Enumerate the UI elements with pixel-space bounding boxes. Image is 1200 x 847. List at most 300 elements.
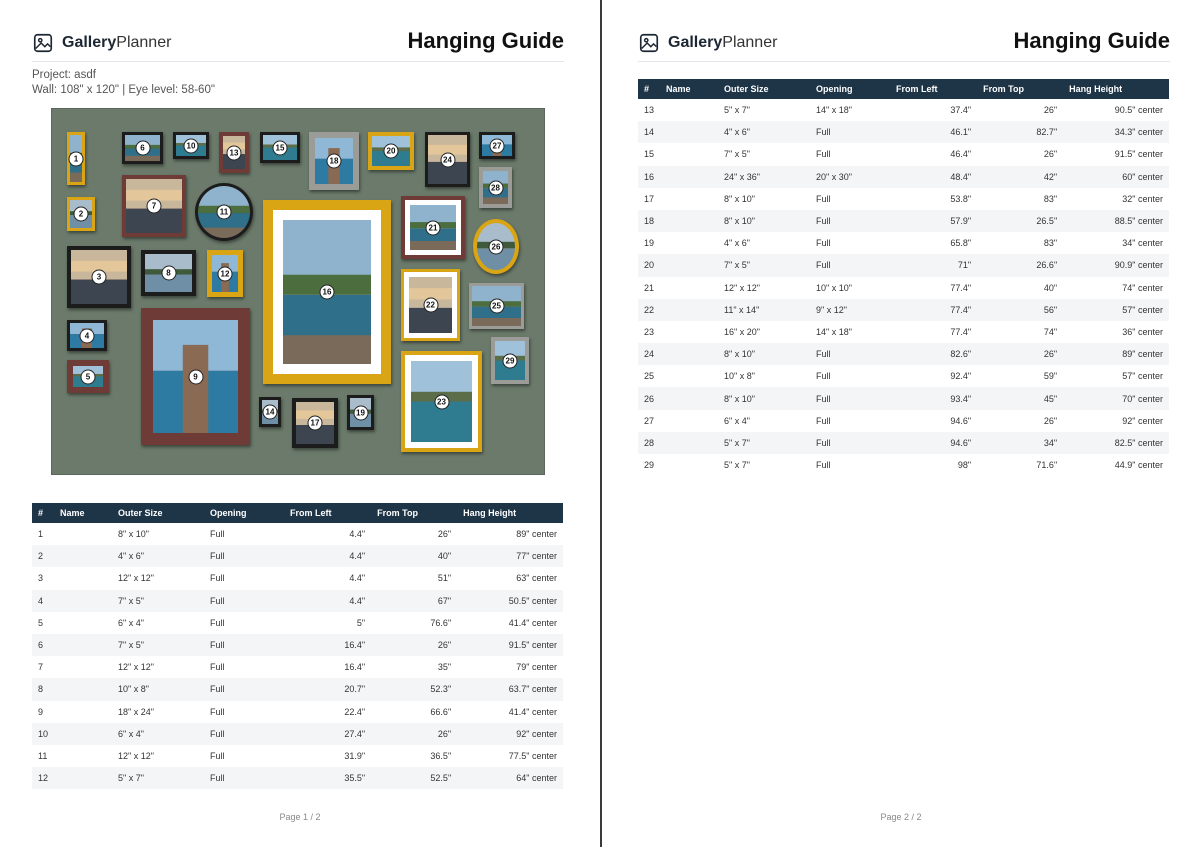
cell-name <box>54 590 112 612</box>
frame-number-badge: 4 <box>80 328 95 343</box>
cell-name <box>54 634 112 656</box>
cell-outer-size: 5" x 7" <box>718 432 810 454</box>
cell-hang-height: 36" center <box>1122 326 1163 337</box>
cell-opening: Full <box>810 343 890 365</box>
frame-number-badge: 28 <box>488 180 503 195</box>
brand-name-normal: Planner <box>116 34 172 51</box>
wall-dimensions: Wall: 108" x 120" | Eye level: 58-60" <box>32 84 215 96</box>
table-row <box>638 432 1169 454</box>
wall-frame <box>207 250 243 297</box>
cell-number: 6 <box>32 634 54 656</box>
wall-frame <box>479 167 512 208</box>
page-footer: Page 1 / 2 <box>279 812 321 822</box>
brand-name-bold: Gallery <box>668 34 723 51</box>
col-from-top: From Top <box>371 503 457 523</box>
cell-hang-height: 89" center <box>1063 343 1169 365</box>
cell-opening: 10" x 10" <box>816 282 852 293</box>
cell-opening: Full <box>204 767 284 789</box>
frame-number-badge: 12 <box>218 266 233 281</box>
frame-number-badge: 24 <box>440 152 455 167</box>
cell-from-top: 45" <box>977 387 1063 409</box>
frame-number-badge: 19 <box>353 405 368 420</box>
cell-name <box>660 365 718 387</box>
document-title: Hanging Guide <box>407 28 564 53</box>
col-outer-size: Outer Size <box>718 79 810 99</box>
cell-name <box>660 254 718 276</box>
cell-opening: Full <box>210 617 225 628</box>
cell-number: 25 <box>644 371 655 382</box>
cell-name <box>54 545 112 567</box>
document-title: Hanging Guide <box>1013 28 1170 53</box>
table-row <box>32 767 563 789</box>
cell-number: 23 <box>644 326 655 337</box>
wall-frame <box>491 337 529 384</box>
cell-number: 16 <box>638 166 660 188</box>
table-row <box>32 523 563 545</box>
cell-hang-height: 57" center <box>1063 299 1169 321</box>
wall-frame <box>401 351 482 452</box>
cell-outer-size: 6" x 4" <box>112 723 204 745</box>
cell-name <box>660 143 718 165</box>
cell-opening: Full <box>810 432 890 454</box>
col-number: # <box>32 503 54 523</box>
wall-frame <box>67 132 85 185</box>
hanging-table-page-1 <box>32 503 563 789</box>
cell-from-top: 67" <box>371 590 457 612</box>
cell-outer-size: 12" x 12" <box>118 662 154 673</box>
cell-number: 22 <box>638 299 660 321</box>
cell-opening: Full <box>816 415 831 426</box>
cell-number: 8 <box>32 678 54 700</box>
cell-from-top: 59" <box>1043 371 1058 382</box>
cell-name <box>660 277 718 299</box>
cell-hang-height: 92" center <box>1122 415 1163 426</box>
table-row <box>32 745 563 767</box>
cell-number: 17 <box>644 193 655 204</box>
cell-from-left: 5" <box>356 617 366 628</box>
cell-outer-size: 11" x 14" <box>718 299 810 321</box>
cell-from-top: 42" <box>977 166 1063 188</box>
col-opening: Opening <box>204 503 284 523</box>
cell-number: 5 <box>38 617 44 628</box>
cell-outer-size: 8" x 10" <box>118 529 149 540</box>
cell-outer-size: 4" x 6" <box>724 238 750 249</box>
cell-number: 3 <box>38 573 44 584</box>
table-row <box>638 365 1169 387</box>
cell-from-top: 76.6" <box>430 617 452 628</box>
wall-frame <box>219 132 249 173</box>
cell-opening: Full <box>816 371 831 382</box>
cell-from-left: 77.4" <box>950 282 972 293</box>
col-opening: Opening <box>810 79 890 99</box>
cell-from-top: 40" <box>371 545 457 567</box>
cell-name <box>660 454 718 476</box>
cell-name <box>660 99 718 121</box>
frame-number-badge: 26 <box>489 239 504 254</box>
table-header-row <box>638 79 1169 99</box>
table-row <box>638 343 1169 365</box>
cell-from-left: 37.4" <box>950 105 972 116</box>
wall-frame <box>67 246 131 308</box>
table-row <box>638 121 1169 143</box>
col-hang-height: Hang Height <box>1063 79 1169 99</box>
cell-outer-size: 18" x 24" <box>118 706 154 717</box>
cell-outer-size: 4" x 6" <box>112 545 204 567</box>
cell-hang-height: 50.5" center <box>457 590 563 612</box>
cell-hang-height: 89" center <box>516 529 557 540</box>
frame-number-badge: 21 <box>426 220 441 235</box>
cell-outer-size: 4" x 6" <box>718 121 810 143</box>
frame-number-badge: 23 <box>434 394 449 409</box>
wall-frame <box>309 132 359 190</box>
cell-name <box>54 701 112 723</box>
cell-name <box>54 745 112 767</box>
table-row <box>638 99 1169 121</box>
cell-opening: 14" x 18" <box>816 326 852 337</box>
brand-name-bold: Gallery <box>62 34 117 51</box>
frame-number-badge: 17 <box>308 416 323 431</box>
frame-number-badge: 20 <box>384 144 399 159</box>
wall-frame <box>173 132 209 159</box>
cell-hang-height: 74" center <box>1122 282 1163 293</box>
cell-hang-height: 63" center <box>516 573 557 584</box>
brand-logo <box>32 32 171 54</box>
cell-from-left: 46.4" <box>950 149 972 160</box>
frame-number-badge: 15 <box>273 140 288 155</box>
cell-from-left: 4.4" <box>284 590 371 612</box>
cell-opening: Full <box>810 387 890 409</box>
cell-from-top: 71.6" <box>1036 460 1058 471</box>
wall-layout-preview <box>51 108 545 475</box>
frame-number-badge: 7 <box>147 199 162 214</box>
cell-outer-size: 12" x 12" <box>118 573 154 584</box>
col-outer-size: Outer Size <box>112 503 204 523</box>
cell-from-left: 65.8" <box>950 238 972 249</box>
cell-from-left: 94.6" <box>950 415 972 426</box>
cell-outer-size: 12" x 12" <box>118 750 154 761</box>
cell-opening: Full <box>210 573 225 584</box>
cell-from-left: 71" <box>890 254 977 276</box>
table-row <box>32 590 563 612</box>
wall-frame <box>67 197 95 231</box>
col-name: Name <box>660 79 718 99</box>
cell-from-left: 4.4" <box>284 545 371 567</box>
table-row <box>32 634 563 656</box>
table-body <box>638 99 1169 476</box>
cell-hang-height: 91.5" center <box>457 634 563 656</box>
cell-number: 10 <box>32 723 54 745</box>
wall-frame <box>401 269 460 341</box>
project-name: Project: asdf <box>32 69 96 81</box>
wall-frame <box>260 132 300 163</box>
cell-from-top: 26.5" <box>977 210 1063 232</box>
cell-from-top: 74" <box>1043 326 1058 337</box>
cell-name <box>660 299 718 321</box>
cell-name <box>660 232 718 254</box>
frame-number-badge: 22 <box>423 298 438 313</box>
cell-outer-size: 10" x 8" <box>724 371 755 382</box>
frame-number-badge: 10 <box>184 138 199 153</box>
cell-hang-height: 44.9" center <box>1114 460 1163 471</box>
cell-opening: Full <box>810 121 890 143</box>
cell-name <box>660 343 718 365</box>
cell-hang-height: 32" center <box>1122 193 1163 204</box>
cell-from-left: 46.1" <box>890 121 977 143</box>
cell-number: 27 <box>644 415 655 426</box>
cell-name <box>660 321 718 343</box>
frame-number-badge: 25 <box>489 299 504 314</box>
cell-hang-height: 88.5" center <box>1063 210 1169 232</box>
cell-from-left: 16.4" <box>284 634 371 656</box>
table-row <box>32 567 563 589</box>
cell-outer-size: 8" x 10" <box>718 343 810 365</box>
cell-number: 7 <box>38 662 44 673</box>
col-from-left: From Left <box>890 79 977 99</box>
image-icon <box>32 32 54 54</box>
frame-number-badge: 5 <box>81 369 96 384</box>
wall-frame <box>347 395 374 430</box>
cell-number: 14 <box>638 121 660 143</box>
wall-frame <box>401 196 465 259</box>
project-meta <box>32 68 215 98</box>
cell-outer-size: 5" x 7" <box>724 460 750 471</box>
cell-from-left: 22.4" <box>344 706 366 717</box>
cell-outer-size: 5" x 7" <box>724 105 750 116</box>
cell-hang-height: 82.5" center <box>1063 432 1169 454</box>
cell-from-top: 34" <box>977 432 1063 454</box>
cell-from-top: 26" <box>371 723 457 745</box>
cell-name <box>660 410 718 432</box>
frame-number-badge: 2 <box>74 207 89 222</box>
cell-from-left: 27.4" <box>284 723 371 745</box>
cell-opening: Full <box>210 662 225 673</box>
table-row <box>638 188 1169 210</box>
cell-number: 24 <box>638 343 660 365</box>
cell-number: 9 <box>38 706 44 717</box>
cell-outer-size: 8" x 10" <box>724 193 755 204</box>
cell-from-top: 83" <box>1043 238 1058 249</box>
cell-hang-height: 34" center <box>1122 238 1163 249</box>
page-footer: Page 2 / 2 <box>880 812 922 822</box>
cell-from-left: 93.4" <box>890 387 977 409</box>
cell-from-left: 4.4" <box>349 529 366 540</box>
cell-number: 19 <box>644 238 655 249</box>
cell-from-top: 26" <box>1043 149 1058 160</box>
table-row <box>32 612 563 634</box>
table-row <box>638 410 1169 432</box>
cell-hang-height: 90.5" center <box>1114 105 1163 116</box>
cell-from-left: 94.6" <box>890 432 977 454</box>
cell-opening: Full <box>816 149 831 160</box>
cell-hang-height: 92" center <box>457 723 563 745</box>
cell-name <box>660 210 718 232</box>
table-row <box>638 166 1169 188</box>
wall-frame <box>122 132 163 164</box>
col-number: # <box>638 79 660 99</box>
cell-hang-height: 79" center <box>516 662 557 673</box>
cell-from-top: 26" <box>1043 105 1058 116</box>
cell-from-top: 51" <box>437 573 452 584</box>
frame-number-badge: 9 <box>188 369 203 384</box>
cell-from-top: 83" <box>1043 193 1058 204</box>
table-row <box>638 387 1169 409</box>
cell-outer-size: 7" x 5" <box>112 590 204 612</box>
cell-from-top: 35" <box>437 662 452 673</box>
wall-frame <box>67 320 107 351</box>
wall-frame <box>141 308 250 445</box>
col-from-left: From Left <box>284 503 371 523</box>
frame-number-badge: 18 <box>327 154 342 169</box>
wall-frame <box>122 175 186 237</box>
cell-number: 4 <box>32 590 54 612</box>
cell-name <box>54 723 112 745</box>
cell-name <box>660 432 718 454</box>
cell-hang-height: 90.9" center <box>1063 254 1169 276</box>
cell-opening: Full <box>204 723 284 745</box>
cell-hang-height: 70" center <box>1063 387 1169 409</box>
cell-from-left: 20.7" <box>284 678 371 700</box>
cell-name <box>660 121 718 143</box>
table-row <box>32 678 563 700</box>
cell-number: 20 <box>638 254 660 276</box>
frame-number-badge: 13 <box>227 145 242 160</box>
cell-from-top: 66.6" <box>430 706 452 717</box>
cell-opening: Full <box>210 529 225 540</box>
cell-name <box>54 567 112 589</box>
cell-name <box>660 166 718 188</box>
wall-frame <box>67 360 109 393</box>
cell-outer-size: 7" x 5" <box>112 634 204 656</box>
cell-hang-height: 91.5" center <box>1114 149 1163 160</box>
brand-name-normal: Planner <box>722 34 778 51</box>
cell-name <box>54 656 112 678</box>
cell-from-top: 82.7" <box>977 121 1063 143</box>
brand-logo <box>638 32 777 54</box>
cell-opening: Full <box>816 238 831 249</box>
cell-opening: 14" x 18" <box>816 105 852 116</box>
table-row <box>638 454 1169 476</box>
cell-outer-size: 7" x 5" <box>724 149 750 160</box>
frame-number-badge: 29 <box>503 353 518 368</box>
cell-outer-size: 5" x 7" <box>112 767 204 789</box>
cell-from-left: 82.6" <box>890 343 977 365</box>
cell-number: 15 <box>644 149 655 160</box>
wall-frame <box>425 132 470 187</box>
cell-opening: 20" x 30" <box>810 166 890 188</box>
table-header-row <box>32 503 563 523</box>
cell-outer-size: 8" x 10" <box>718 387 810 409</box>
cell-from-top: 26" <box>437 529 452 540</box>
cell-number: 12 <box>32 767 54 789</box>
frame-number-badge: 27 <box>490 138 505 153</box>
page-2 <box>602 0 1200 847</box>
frame-number-badge: 16 <box>320 285 335 300</box>
table-row <box>638 254 1169 276</box>
table-row <box>638 232 1169 254</box>
cell-number: 13 <box>644 105 655 116</box>
col-from-top: From Top <box>977 79 1063 99</box>
cell-number: 28 <box>638 432 660 454</box>
cell-opening: Full <box>810 254 890 276</box>
cell-outer-size: 24" x 36" <box>718 166 810 188</box>
cell-name <box>54 678 112 700</box>
frame-number-badge: 1 <box>69 151 84 166</box>
hanging-table-page-2 <box>638 79 1169 476</box>
table-row <box>638 299 1169 321</box>
cell-number: 2 <box>32 545 54 567</box>
wall-frame <box>263 200 391 384</box>
cell-from-left: 98" <box>957 460 972 471</box>
cell-from-left: 16.4" <box>344 662 366 673</box>
cell-outer-size: 7" x 5" <box>718 254 810 276</box>
cell-from-top: 26" <box>977 343 1063 365</box>
cell-from-left: 77.4" <box>890 299 977 321</box>
cell-hang-height: 77.5" center <box>508 750 557 761</box>
table-row <box>32 545 563 567</box>
cell-from-top: 40" <box>1043 282 1058 293</box>
cell-name <box>54 767 112 789</box>
cell-from-left: 48.4" <box>890 166 977 188</box>
cell-from-top: 26.6" <box>977 254 1063 276</box>
wall-frame <box>141 250 196 296</box>
table-row <box>32 701 563 723</box>
cell-number: 29 <box>644 460 655 471</box>
cell-from-top: 26" <box>371 634 457 656</box>
cell-from-top: 52.3" <box>371 678 457 700</box>
cell-hang-height: 57" center <box>1122 371 1163 382</box>
cell-name <box>54 523 112 545</box>
page-header <box>638 26 1170 62</box>
cell-from-left: 31.9" <box>344 750 366 761</box>
frame-number-badge: 6 <box>135 141 150 156</box>
table-row <box>638 277 1169 299</box>
wall-frame <box>473 219 519 274</box>
cell-opening: 9" x 12" <box>810 299 890 321</box>
cell-hang-height: 41.4" center <box>508 706 557 717</box>
cell-outer-size: 12" x 12" <box>724 282 760 293</box>
cell-from-left: 35.5" <box>284 767 371 789</box>
cell-name <box>54 612 112 634</box>
wall-frame <box>479 132 515 159</box>
cell-name <box>660 387 718 409</box>
cell-opening: Full <box>204 590 284 612</box>
cell-hang-height: 60" center <box>1063 166 1169 188</box>
cell-number: 21 <box>644 282 655 293</box>
cell-from-top: 52.5" <box>371 767 457 789</box>
cell-from-top: 36.5" <box>430 750 452 761</box>
wall-frame <box>292 398 338 448</box>
image-icon <box>638 32 660 54</box>
cell-from-top: 26" <box>1043 415 1058 426</box>
wall-frame <box>259 397 281 427</box>
table-row <box>32 656 563 678</box>
wall-frame <box>469 283 524 329</box>
cell-outer-size: 16" x 20" <box>724 326 760 337</box>
cell-name <box>660 188 718 210</box>
frame-number-badge: 11 <box>217 205 232 220</box>
cell-opening: Full <box>810 210 890 232</box>
cell-hang-height: 41.4" center <box>508 617 557 628</box>
cell-number: 18 <box>638 210 660 232</box>
cell-outer-size: 8" x 10" <box>718 210 810 232</box>
table-row <box>32 723 563 745</box>
cell-opening: Full <box>210 750 225 761</box>
cell-hang-height: 63.7" center <box>457 678 563 700</box>
col-name: Name <box>54 503 112 523</box>
wall-frame <box>368 132 414 170</box>
cell-from-left: 57.9" <box>890 210 977 232</box>
cell-from-left: 77.4" <box>950 326 972 337</box>
